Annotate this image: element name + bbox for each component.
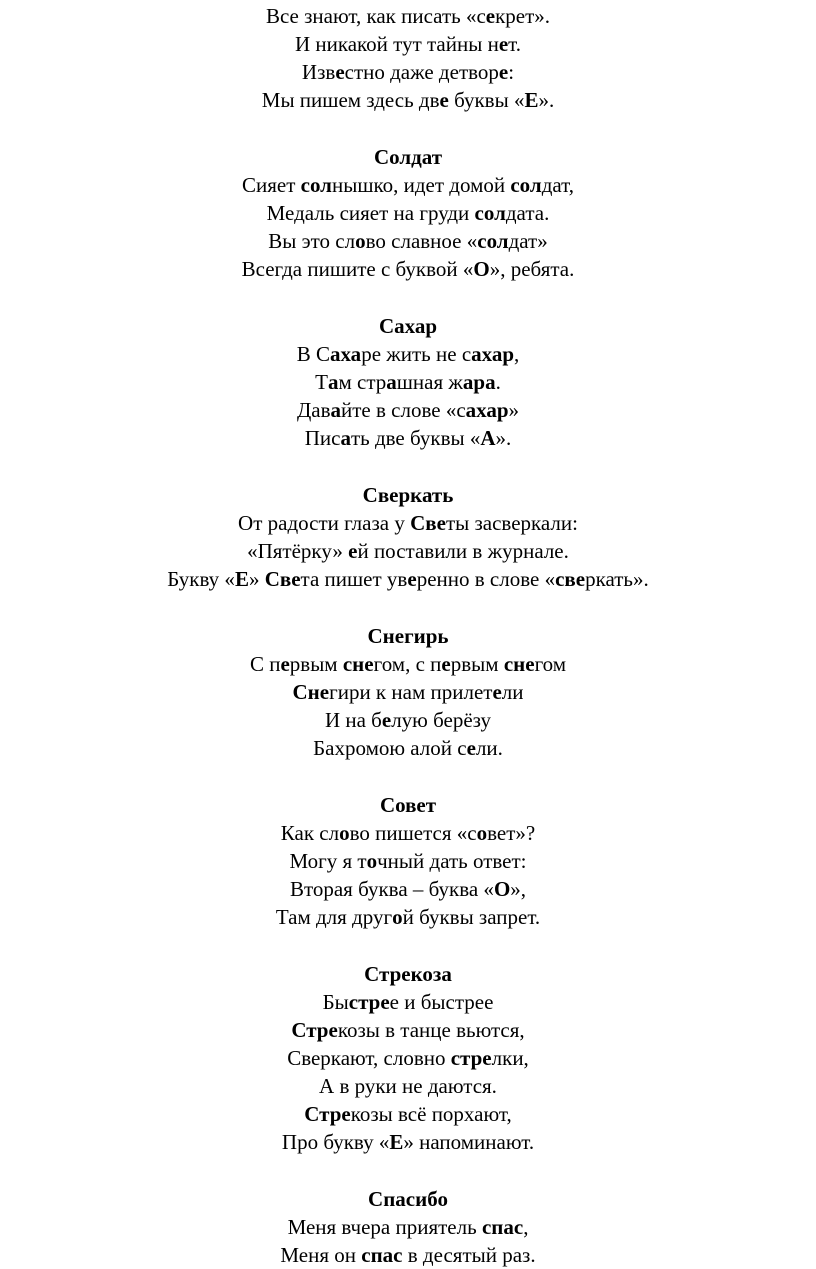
line-text: гири к нам прилет [329,680,493,704]
line-text: Меня вчера приятель [287,1215,482,1239]
poem-line [0,58,816,86]
poem-line [0,199,816,227]
highlighted-letters: Све [410,511,446,535]
line-text: » [248,567,265,591]
poem-line [0,903,816,931]
highlighted-letters: Све [264,567,301,591]
line-text: Меня он [280,1243,362,1267]
highlighted-letters: стре [450,1046,492,1070]
line-text: в десятый раз. [402,1243,536,1267]
poem-line [0,171,816,199]
line-text: ренно в слове « [416,567,556,591]
poem-title: Стрекоза [364,962,452,986]
line-text: А в руки не даются. [319,1074,497,1098]
line-text: Пис [304,426,341,450]
line-text: гом, с п [373,652,442,676]
highlighted-letters: е [439,88,449,112]
line-text: ли. [475,736,503,760]
line-text: ». [538,88,555,112]
highlighted-letters: Е [524,88,539,112]
line-text: », [510,877,527,901]
line-text: ли [501,680,524,704]
highlighted-letters: сол [300,173,332,197]
poem-line [0,1044,816,1072]
line-text: И на б [324,708,382,732]
highlighted-letters: о [476,821,488,845]
highlighted-letters: Стре [291,1018,338,1042]
line-text: Медаль сияет на груди [266,201,475,225]
highlighted-letters: сне [503,652,535,676]
line-text: та пишет ув [300,567,408,591]
line-text: » напоминают. [403,1130,535,1154]
line-text: крет». [495,4,551,28]
highlighted-letters: сол [474,201,506,225]
line-text: рвым [289,652,343,676]
highlighted-letters: е [407,567,417,591]
highlighted-letters: а [386,370,397,394]
line-text: козы в танце вьются, [337,1018,525,1042]
highlighted-letters: е [441,652,451,676]
highlighted-letters: е [280,652,290,676]
line-text: Там для друг [275,905,393,929]
line-text: стно даже детвор [344,60,499,84]
poem-line [0,819,816,847]
line-text: Бахромою алой с [313,736,467,760]
highlighted-letters: стре [348,990,390,1014]
highlighted-letters: све [555,567,586,591]
line-text: Всегда пишите с буквой « [241,257,474,281]
highlighted-letters: е [466,736,476,760]
line-text: Про букву « [281,1130,390,1154]
poem-line [0,847,816,875]
line-text: ». [495,426,512,450]
poem-title: Совет [379,793,437,817]
line-text: С п [249,652,281,676]
highlighted-letters: о [392,905,403,929]
poem-line [0,424,816,452]
line-text: дат, [541,173,574,197]
highlighted-letters: спас [361,1243,403,1267]
line-text: во славное « [365,229,478,253]
line-text: Бы [322,990,349,1014]
poem-block [0,481,816,593]
poem-title: Сахар [378,314,438,338]
highlighted-letters: ахар [471,342,515,366]
line-text: Все знают, как писать «с [265,4,486,28]
line-text: ть две буквы « [350,426,481,450]
poem-line [0,1213,816,1241]
poem-line [0,227,816,255]
line-text: В С [296,342,330,366]
line-text: Сияет [241,173,301,197]
line-text: шная ж [396,370,463,394]
line-text: козы всё порхают, [350,1102,512,1126]
line-text: й буквы запрет. [402,905,541,929]
line-text: т. [508,32,522,56]
highlighted-letters: о [366,849,378,873]
line-text: лки, [491,1046,529,1070]
poem-block [0,1185,816,1269]
line-text: дат» [508,229,548,253]
poem-line [0,1100,816,1128]
highlighted-letters: сол [477,229,509,253]
poem-title: Снегирь [367,624,449,648]
poem-title: Сверкать [362,483,454,507]
line-text: Т [315,370,328,394]
highlighted-letters: е [485,4,496,28]
line-text: вет»? [487,821,536,845]
line-text: Могу я т [289,849,367,873]
highlighted-letters: о [355,229,366,253]
poem-line [0,678,816,706]
highlighted-letters: е [498,32,509,56]
line-text: гом [534,652,567,676]
highlighted-letters: ара [462,370,496,394]
line-text: И никакой тут тайны н [294,32,499,56]
poem-line [0,255,816,283]
line-text: рвым [450,652,504,676]
line-text: » [508,398,520,422]
poem-block [0,960,816,1156]
line-text: во пишется «с [349,821,477,845]
poem-block [0,143,816,283]
highlighted-letters: спас [481,1215,524,1239]
line-text: нышко, идет домой [331,173,511,197]
line-text: буквы « [448,88,525,112]
line-text: Как сл [280,821,340,845]
poem-line [0,396,816,424]
poem-line [0,30,816,58]
highlighted-letters: е [498,60,509,84]
line-text: Изв [301,60,336,84]
line-text: Букву « [167,567,235,591]
highlighted-letters: е [381,708,392,732]
poem-block [0,622,816,762]
poem-line [0,1016,816,1044]
line-text: «Пятёрку» [247,539,349,563]
line-text: Мы пишем здесь дв [261,88,440,112]
poem-block [0,2,816,114]
poem-line [0,875,816,903]
poem-line [0,368,816,396]
highlighted-letters: сне [342,652,374,676]
highlighted-letters: е [348,539,358,563]
poem-line [0,340,816,368]
poem-block [0,791,816,931]
poem-line [0,706,816,734]
highlighted-letters: сол [510,173,542,197]
poem-block [0,312,816,452]
poem-line [0,1128,816,1156]
line-text: й поставили в журнале. [357,539,569,563]
line-text: ты засверкали: [445,511,578,535]
poem-line [0,650,816,678]
poem-line [0,86,816,114]
line-text: , [523,1215,529,1239]
highlighted-letters: Е [389,1130,404,1154]
highlighted-letters: е [335,60,345,84]
line-text: чный дать ответ: [377,849,527,873]
line-text: е и быстрее [389,990,494,1014]
poem-line [0,509,816,537]
highlighted-letters: а [327,370,339,394]
poem-title: Солдат [373,145,443,169]
poem-line [0,565,816,593]
poem-collection [0,2,816,1269]
line-text: », ребята. [489,257,575,281]
highlighted-letters: Сне [292,680,330,704]
highlighted-letters: А [480,426,496,450]
highlighted-letters: Стре [304,1102,351,1126]
line-text: От радости глаза у [238,511,411,535]
highlighted-letters: а [340,426,351,450]
poem-line [0,2,816,30]
highlighted-letters: о [339,821,350,845]
poem-line [0,537,816,565]
poem-line [0,734,816,762]
highlighted-letters: О [473,257,490,281]
line-text: йте в слове «с [341,398,466,422]
highlighted-letters: О [493,877,511,901]
poem-line [0,1072,816,1100]
line-text: , [514,342,520,366]
line-text: дата. [505,201,550,225]
line-text: м стр [338,370,387,394]
poem-line [0,988,816,1016]
highlighted-letters: Е [234,567,249,591]
highlighted-letters: ахар [465,398,509,422]
poem-line [0,1241,816,1269]
highlighted-letters: аха [329,342,362,366]
line-text: Дав [296,398,331,422]
line-text: ре жить не с [361,342,472,366]
line-text: ркать». [585,567,649,591]
highlighted-letters: а [330,398,341,422]
line-text: Сверкают, словно [287,1046,451,1070]
line-text: . [495,370,501,394]
line-text: Вторая буква – буква « [289,877,494,901]
line-text: Вы это сл [268,229,356,253]
poem-title: Спасибо [368,1187,448,1211]
highlighted-letters: е [492,680,502,704]
line-text: : [508,60,515,84]
line-text: лую берёзу [391,708,492,732]
